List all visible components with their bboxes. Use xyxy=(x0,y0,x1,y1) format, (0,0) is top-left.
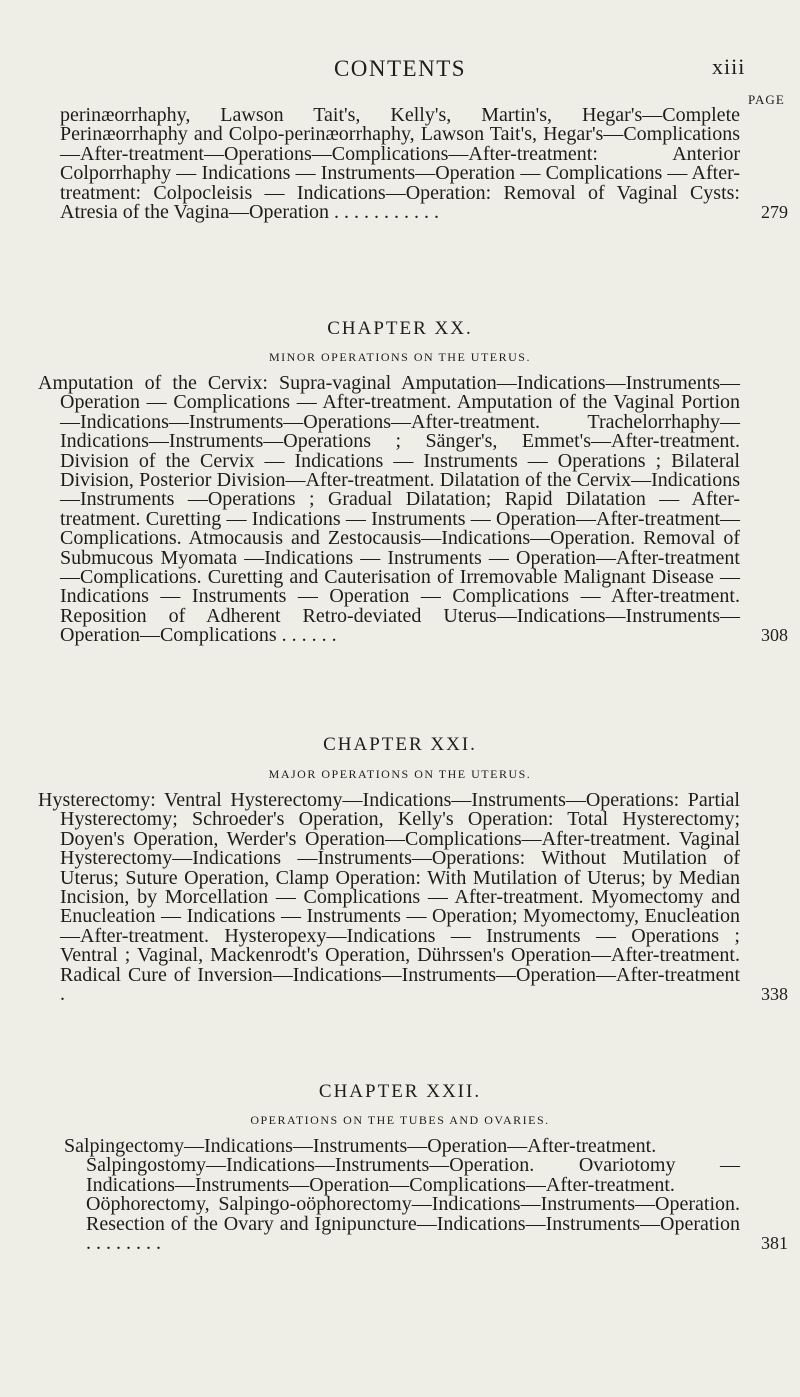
page-column-label: PAGE xyxy=(748,92,785,107)
chapter-entry xyxy=(38,372,788,647)
intro-entry-page: 279 xyxy=(761,202,788,223)
chapter-subtitle: OPERATIONS ON THE TUBES AND OVARIES. xyxy=(250,1113,550,1127)
running-head-title: CONTENTS xyxy=(333,56,467,81)
page-number: xiii xyxy=(712,54,746,79)
chapter-title: CHAPTER XXI. xyxy=(323,734,477,755)
intro-entry-text: perinæorrhaphy, Lawson Tait's, Kelly's, Martin's, Hegar's—Complete Perinæorrhaphy and Colpo-perinæorrhaphy, Lawson Tait's, Hegar's—Complications—After-treatment—Operations—Complications—After-treatment: Anterior Colporrhaphy — Indications — Instruments—Operation — Complications — After-treatment: Colpocleisis — Indications—Operation: Removal of Vaginal Cysts: Atresia of the Vagina—Operation . . . . . . . . . . . xyxy=(60,104,740,224)
chapter-entry xyxy=(64,1135,788,1255)
chapter-title: CHAPTER XX. xyxy=(327,318,473,339)
chapter-subtitle: MAJOR OPERATIONS ON THE UTERUS. xyxy=(268,767,532,781)
chapter-entry-text: Amputation of the Cervix: Supra-vaginal Amputation—Indications—Instruments—Operation — Complications — After-treatment. Amputation of the Vaginal Portion—Indications—Instruments—Operations—After-treatment. Trachelorrhaphy—Indications—Instruments—Operations ; Sänger's, Emmet's—After-treatment. Division of the Cervix — Indications — Instruments — Operations ; Bilateral Division, Posterior Division—After-treatment. Dilatation of the Cervix—Indications—Instruments —Operations ; Gradual Dilatation; Rapid Dilatation — After-treatment. Curetting — Indications — Instruments — Operation—After-treatment—Complications. Atmocausis and Zestocausis—Indications—Operation. Removal of Submucous Myomata —Indications — Instruments — Operation—After-treatment—Complications. Curetting and Cauterisation of Irremovable Malignant Disease — Indications — Instruments — Operation — Complications — After-treatment. Reposition of Adherent Retro-deviated Uterus—Indications—Instruments—Operation—Complications . . . . . . xyxy=(38,372,740,647)
chapter-entry-text: Hysterectomy: Ventral Hysterectomy—Indications—Instruments—Operations: Partial Hysterectomy; Schroeder's Operation, Kelly's Operation: Total Hysterectomy; Doyen's Operation, Werder's Operation—Complications—After-treatment. Vaginal Hysterectomy—Indications —Instruments—Operations: Without Mutilation of Uterus; Suture Operation, Clamp Operation: With Mutilation of Uterus; by Median Incision, by Morcellation — Complications — After-treatment. Myomectomy and Enucleation — Indications — Instruments — Operation; Myomectomy, Enucleation—After-treatment. Hysteropexy—Indications — Instruments — Operations ; Ventral ; Vaginal, Mackenrodt's Operation, Dührssen's Operation—After-treatment. Radical Cure of Inversion—Indications—Instruments—Operation—After-treatment . xyxy=(38,789,740,1006)
intro-entry xyxy=(60,104,788,224)
chapter-entry-page: 338 xyxy=(761,984,788,1005)
chapter-entry xyxy=(38,789,788,1006)
chapter-entry-page: 308 xyxy=(761,625,788,646)
chapter-subtitle: MINOR OPERATIONS ON THE UTERUS. xyxy=(269,350,531,364)
chapter-entry-page: 381 xyxy=(761,1233,788,1254)
chapter-title: CHAPTER XXII. xyxy=(318,1081,482,1102)
chapter-entry-text: Salpingectomy—Indications—Instruments—Operation—After-treatment. Salpingostomy—Indications—Instruments—Operation. Ovariotomy —Indications—Instruments—Operation—Complications—After-treatment. Oöphorectomy, Salpingo-oöphorectomy—Indications—Instruments—Operation. Resection of the Ovary and Ignipuncture—Indications—Instruments—Operation . . . . . . . . xyxy=(64,1135,740,1255)
